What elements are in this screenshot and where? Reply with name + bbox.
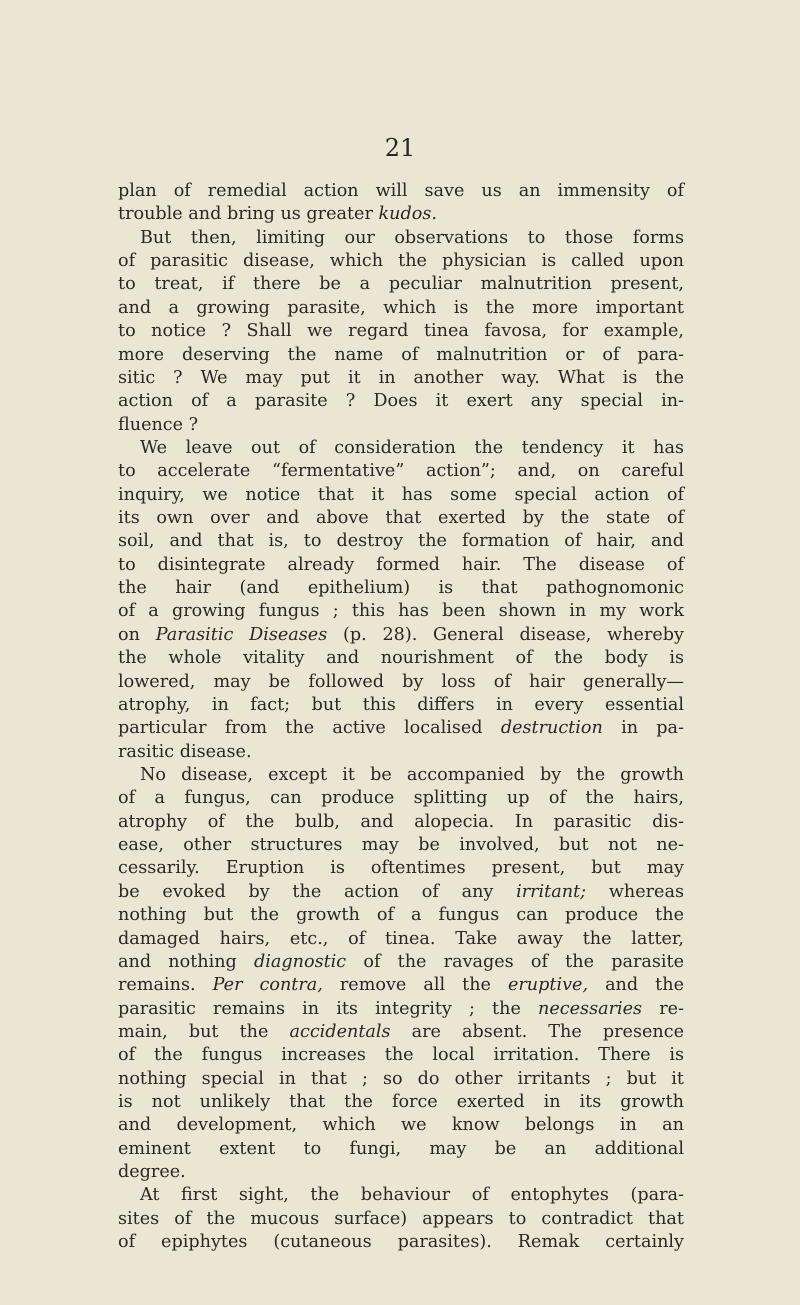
text-segment: main, but the (118, 1021, 290, 1042)
text-line (118, 998, 684, 1021)
text-segment: remains. (118, 975, 213, 996)
text-segment: on (118, 624, 156, 645)
text-line (118, 694, 684, 717)
text-segment: its own over and above that exerted by the state of (118, 508, 684, 529)
text-line (118, 904, 684, 927)
text-line (118, 951, 684, 974)
text-line (118, 460, 684, 483)
text-line (118, 344, 684, 367)
text-segment: of the fungus increases the local irritation. There is (118, 1045, 684, 1066)
italic-text: eruptive, (507, 975, 589, 996)
italic-text: destruction (500, 718, 603, 739)
text-segment: to accelerate “fermentative” action”; and, on careful (118, 461, 684, 482)
text-line (118, 297, 684, 320)
text-line (118, 320, 684, 343)
text-line (118, 764, 684, 787)
text-line (118, 367, 684, 390)
text-segment: fluence ? (118, 414, 199, 435)
text-line (118, 1114, 684, 1137)
text-segment: No disease, except it be accompanied by the growth (140, 764, 684, 785)
text-line (118, 717, 684, 740)
text-segment: atrophy of the bulb, and alopecia. In parasitic dis- (118, 811, 684, 832)
text-line (118, 1068, 684, 1091)
text-segment: to treat, if there be a peculiar malnutrition present, (118, 274, 684, 295)
text-segment: inquiry, we notice that it has some special action of (118, 484, 684, 505)
text-line (118, 507, 684, 530)
text-line (118, 203, 684, 226)
text-segment: At first sight, the behaviour of entophytes (para- (140, 1185, 684, 1206)
text-segment: plan of remedial action will save us an immensity of (118, 181, 684, 201)
text-line (118, 437, 684, 460)
text-line (118, 671, 684, 694)
text-line (118, 1231, 684, 1254)
text-segment: is not unlikely that the force exerted in its growth (118, 1092, 684, 1113)
text-segment: of epiphytes (cutaneous parasites). Remak certainly (118, 1232, 684, 1253)
text-segment: are absent. The presence (390, 1021, 684, 1042)
text-line (118, 1091, 684, 1114)
text-segment: to notice ? Shall we regard tinea favosa, for example, (118, 321, 684, 342)
text-segment: and a growing parasite, which is the more important (118, 297, 684, 318)
text-segment: We leave out of consideration the tendency it has (140, 437, 684, 458)
text-segment: lowered, may be followed by loss of hair generally— (118, 671, 684, 692)
text-segment: re- (642, 998, 684, 1019)
text-segment: of parasitic disease, which the physician is called upon (118, 251, 684, 272)
text-line (118, 647, 684, 670)
text-segment: of a fungus, can produce splitting up of the hairs, (118, 788, 684, 809)
text-line (118, 1021, 684, 1044)
italic-text: kudos. (378, 204, 437, 225)
text-segment: nothing special in that ; so do other irritants ; but it (118, 1068, 684, 1089)
text-segment: be evoked by the action of any (118, 881, 517, 902)
text-line (118, 414, 684, 437)
text-segment: damaged hairs, etc., of tinea. Take away the latter, (118, 928, 684, 949)
text-line (118, 1044, 684, 1067)
text-line (118, 928, 684, 951)
page-number: 21 (384, 134, 416, 162)
text-line (118, 554, 684, 577)
text-segment: in pa- (602, 718, 684, 739)
text-line (118, 787, 684, 810)
text-segment: more deserving the name of malnutrition or of para- (118, 344, 684, 365)
text-line (118, 600, 684, 623)
text-segment: the whole vitality and nourishment of the body is (118, 648, 684, 669)
text-segment: and the (588, 975, 684, 996)
text-line (118, 881, 684, 904)
text-segment: parasitic remains in its integrity ; the (118, 998, 539, 1019)
text-line (118, 227, 684, 250)
text-segment: cessarily. Eruption is oftentimes present, but may (118, 858, 684, 879)
text-line (118, 484, 684, 507)
text-segment: (p. 28). General disease, whereby (327, 624, 684, 645)
text-segment: sites of the mucous surface) appears to contradict that (118, 1208, 684, 1229)
text-line (118, 811, 684, 834)
text-line (118, 180, 684, 203)
text-line (118, 577, 684, 600)
text-segment: remove all the (322, 975, 508, 996)
text-line (118, 1184, 684, 1207)
text-line (118, 530, 684, 553)
body-text (118, 180, 684, 1255)
text-segment: trouble and bring us greater (118, 204, 379, 225)
text-segment: particular from the active localised (118, 718, 501, 739)
text-line (118, 1208, 684, 1231)
text-segment: of the ravages of the parasite (346, 951, 684, 972)
text-segment: atrophy, in fact; but this differs in every essential (118, 694, 684, 715)
text-line (118, 624, 684, 647)
text-segment: degree. (118, 1162, 186, 1183)
text-line (118, 250, 684, 273)
text-segment: nothing but the growth of a fungus can produce the (118, 905, 684, 926)
italic-text: Parasitic Diseases (155, 624, 328, 645)
text-segment: sitic ? We may put it in another way. What is the (118, 367, 684, 388)
text-segment: eminent extent to fungi, may be an additional (118, 1138, 684, 1159)
text-segment: action of a parasite ? Does it exert any special in- (118, 391, 684, 412)
text-line (118, 1138, 684, 1161)
text-line (118, 1161, 684, 1184)
italic-text: accidentals (289, 1021, 391, 1042)
text-segment: soil, and that is, to destroy the formation of hair, and (118, 531, 684, 552)
text-line (118, 857, 684, 880)
italic-text: Per contra, (212, 975, 323, 996)
italic-text: irritant; (516, 881, 587, 902)
text-segment: to disintegrate already formed hair. The disease of (118, 554, 684, 575)
text-line (118, 741, 684, 764)
text-segment: of a growing fungus ; this has been shown in my work (118, 601, 684, 622)
text-segment: the hair (and epithelium) is that pathognomonic (118, 578, 684, 599)
italic-text: diagnostic (254, 951, 347, 972)
text-segment: But then, limiting our observations to those forms (140, 227, 684, 248)
text-line (118, 974, 684, 997)
text-line (118, 390, 684, 413)
text-segment: whereas (586, 881, 684, 902)
text-segment: and development, which we know belongs in an (118, 1115, 684, 1136)
text-segment: and nothing (118, 951, 255, 972)
text-segment: rasitic disease. (118, 741, 252, 762)
text-segment: ease, other structures may be involved, but not ne- (118, 835, 684, 856)
text-line (118, 273, 684, 296)
italic-text: necessaries (538, 998, 643, 1019)
text-line (118, 834, 684, 857)
